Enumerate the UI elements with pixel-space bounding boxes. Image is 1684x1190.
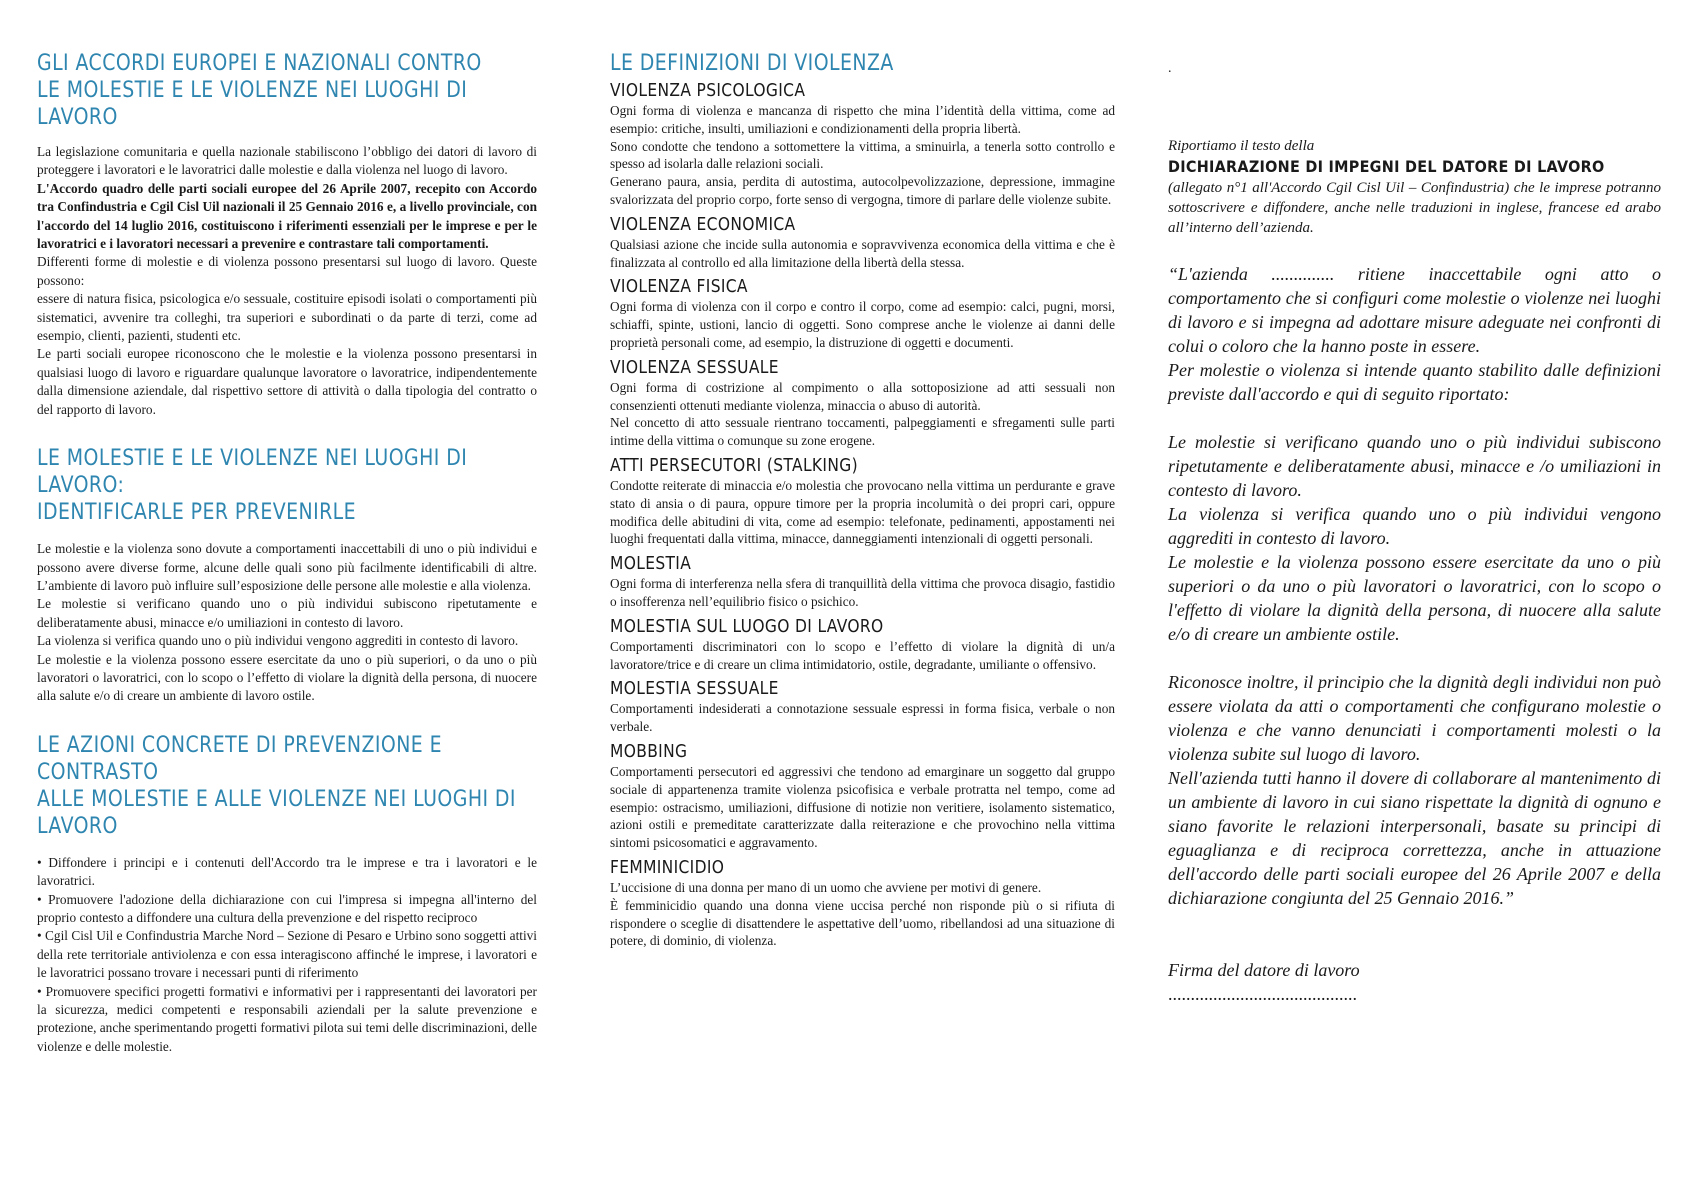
- definition-term: FEMMINICIDIO: [610, 856, 725, 878]
- dot-mark: .: [1168, 61, 1172, 76]
- definition-item: [610, 742, 1115, 852]
- title-line-2: IDENTIFICARLE PER PREVENIRLE: [37, 500, 357, 526]
- definition-term: VIOLENZA ECONOMICA: [610, 213, 796, 235]
- bullet-item: • Cgil Cisl Uil e Confindustria Marche Nord – Sezione di Pesaro e Urbino sono soggetti attivi della rete territoriale antiviolenza e con essa interagiscono affinché le imprese, i lavoratori e le lavoratrici possano trovare i necessari punti di riferimento: [37, 928, 537, 981]
- definition-term: MOBBING: [610, 740, 688, 762]
- bullet-item: • Promuovere specifici progetti formativi e informativi per i rappresentanti dei lavoratori per la sicurezza, medici competenti e responsabili aziendali per la salute prevenzione e protezione, anche sperimentando progetti formativi pilota sui temi delle discriminazioni, delle violenze e delle molestie.: [37, 983, 537, 1054]
- signature-line: ..........................................: [1168, 984, 1357, 1004]
- bullet-item: • Diffondere i principi e i contenuti dell'Accordo tra le imprese e tra i lavoratori e le lavoratrici.: [37, 854, 537, 889]
- quote-paragraph: Le molestie e la violenza possono essere esercitate da uno o più superiori o da uno o più lavoratori o lavoratrici, con lo scopo o l'effetto di violare la dignità della persona, di nuocere alla salute e/o di creare un ambiente ostile.: [1168, 552, 1661, 644]
- section-title: [37, 50, 536, 131]
- paragraph: Differenti forme di molestie e di violenza possono presentarsi sul luogo di lavoro. Queste possono:: [37, 254, 537, 288]
- title-line-2: LE MOLESTIE E LE VIOLENZE NEI LUOGHI DI LAVORO: [37, 78, 468, 130]
- definition-term: MOLESTIA SUL LUOGO DI LAVORO: [610, 615, 884, 637]
- quote-paragraph: Nell'azienda tutti hanno il dovere di collaborare al mantenimento di un ambiente di lavoro in cui siano rispettate la dignità di ognuno e siano favorite le relazioni interpersonali, basate su principi di eguaglianza e di reciproca correttezza, anche in attuazione dell'accordo delle parti sociali europee del 26 Aprile 2007 e della dichiarazione congiunta del 25 Gennaio 2016.”: [1168, 768, 1661, 908]
- definition-text: Qualsiasi azione che incide sulla autonomia e sopravvivenza economica della vittima e che è finalizzata al controllo ed alla limitazione della libertà della stessa.: [610, 236, 1115, 270]
- declaration-column: [1168, 62, 1661, 1006]
- quote-paragraph: Le molestie si verificano quando uno o più individui subiscono ripetutamente e deliberatamente abusi, minacce e /o umiliazioni in contesto di lavoro.: [1168, 432, 1661, 500]
- section-accordi: [37, 50, 537, 419]
- quote-paragraph: Per molestie o violenza si intende quanto stabilito dalle definizioni previste dall'accordo e qui di seguito riportato:: [1168, 360, 1661, 404]
- definition-item: [610, 554, 1115, 611]
- title-line-1: LE MOLESTIE E LE VIOLENZE NEI LUOGHI DI LAVORO:: [37, 446, 468, 499]
- spacer: [1168, 910, 1661, 958]
- definition-item: [610, 858, 1115, 950]
- section-azioni: [37, 732, 537, 1056]
- definition-text: L’uccisione di una donna per mano di un uomo che avviene per motivi di genere. È femminicidio quando una donna viene uccisa perché non risponde più o si rifiuta di rispondere o sceglie di disattendere le aspettative dell’uomo, ribellandosi ad una situazione di potere, di dominio, di violenza.: [610, 879, 1115, 949]
- paragraph: essere di natura fisica, psicologica e/o sessuale, costituire episodi isolati o comportamenti più sistematici, avvenire tra colleghi, tra superiori e subordinati o da parte di terzi, come ad esempio, clienti, pazienti, studenti etc.: [37, 291, 537, 344]
- definition-text: Ogni forma di costrizione al compimento o alla sottoposizione ad atti sessuali non consenzienti ottenuti mediante violenza, minaccia o abuso di autorità. Nel concetto di atto sessuale rientrano toccamenti, palpeggiamenti e sfregamenti sulle parti intime della vittima o comunque su zone erogene.: [610, 379, 1115, 449]
- definition-term: MOLESTIA: [610, 553, 692, 575]
- definition-item: [610, 679, 1115, 736]
- paragraph: Le parti sociali europee riconoscono che le molestie e la violenza possono presentarsi in qualsiasi luogo di lavoro e riguardare qualunque lavoratore o lavoratrice, indipendentemente dalla dimensione aziendale, dal rispettivo settore di attività o dalla tipologia del contratto o del rapporto di lavoro.: [37, 346, 537, 417]
- definition-term: VIOLENZA SESSUALE: [610, 356, 779, 378]
- quote-paragraph: “L'azienda .............. ritiene inaccettabile ogni atto o comportamento che si configuri come molestie o violenze nei luoghi di lavoro e si impegna ad adottare misure adeguate nei confronti di colui o coloro che la hanno poste in essere.: [1168, 264, 1661, 356]
- definition-item: [610, 215, 1115, 272]
- definition-item: [610, 358, 1115, 450]
- definition-text: Condotte reiterate di minaccia e/o molestia che provocano nella vittima un perdurante e grave stato di ansia o di paura, oppure timore per la propria incolumità o dei propri cari, oppure modifica delle abitudini di vita, come ad esempio: telefonate, pedinamenti, appostamenti nei luoghi frequentati dalla vittima, minacce, danneggiamenti intenzionali di oggetti personali.: [610, 477, 1115, 547]
- definition-text: Comportamenti indesiderati a connotazione sessuale espressi in forma fisica, verbale o non verbale.: [610, 701, 1115, 735]
- paragraph: Le molestie e la violenza sono dovute a comportamenti inaccettabili di uno o più individui e possono avere diverse forme, alcune delle quali sono più facilmente identificabili di altre. L’ambiente di lavoro può influire sull’esposizione delle persone alle molestie e alla violenza.: [37, 541, 537, 593]
- definition-term: VIOLENZA FISICA: [610, 276, 748, 298]
- definition-term: ATTI PERSECUTORI (STALKING): [610, 454, 858, 476]
- title-line-2: ALLE MOLESTIE E ALLE VIOLENZE NEI LUOGHI DI LAVORO: [37, 786, 516, 839]
- definition-item: [610, 81, 1115, 209]
- paragraph: La legislazione comunitaria e quella nazionale stabiliscono l’obbligo dei datori di lavoro di proteggere i lavoratori e le lavoratrici dalle molestie e dalla violenza nel luogo di lavoro.: [37, 144, 537, 178]
- bullet-item: • Promuovere l'adozione della dichiarazione con cui l'impresa si impegna all'interno del proprio contesto a diffondere una cultura della prevenzione e del rispetto reciproco: [37, 891, 537, 925]
- intro-text-2: (allegato n°1 all'Accordo Cgil Cisl Uil – Confindustria) che le imprese potranno sottoscrivere e diffondere, anche nelle traduzioni in inglese, francese ed arabo all’interno dell’azienda.: [1168, 180, 1661, 236]
- definition-term: VIOLENZA PSICOLOGICA: [610, 80, 806, 101]
- title-line-1: GLI ACCORDI EUROPEI E NAZIONALI CONTRO: [37, 51, 482, 76]
- definition-item: [610, 456, 1115, 548]
- left-column: [37, 50, 537, 1082]
- spacer: [1168, 238, 1661, 262]
- definitions-title: LE DEFINIZIONI DI VIOLENZA: [610, 51, 894, 76]
- section-title: [37, 445, 536, 526]
- paragraph: La violenza si verifica quando uno o più individui vengono aggrediti in contesto di lavoro.: [37, 633, 519, 649]
- definition-text: Ogni forma di interferenza nella sfera di tranquillità della vittima che provoca disagio, fastidio o insofferenza nell’equilibrio fisico o psichico.: [610, 576, 1115, 609]
- spacer: [1168, 646, 1661, 670]
- definitions-column: [610, 50, 1115, 956]
- definition-item: [610, 277, 1115, 351]
- quote-paragraph: Riconosce inoltre, il principio che la dignità degli individui non può essere violata da atti o comportamenti che configurano molestie o violenza e che vanno denunciati i comportamenti molesti o la violenza subite sul luogo di lavoro.: [1168, 672, 1661, 764]
- paragraph: Le molestie si verificano quando uno o più individui subiscono ripetutamente e deliberatamente abusi, minacce e/o umiliazioni in contesto di lavoro.: [37, 596, 537, 630]
- intro-text: Riportiamo il testo della: [1168, 138, 1315, 154]
- section-title: [37, 732, 536, 840]
- definition-text: Ogni forma di violenza con il corpo e contro il corpo, come ad esempio: calci, pugni, morsi, schiaffi, spinte, ustioni, lancio di oggetti. Sono comprese anche le violenze ai danni delle proprietà personali come, ad esempio, la distruzione di oggetti e documenti.: [610, 299, 1115, 350]
- paragraph: Le molestie e la violenza possono essere esercitate da uno o più superiori, o da uno o più lavoratori o lavoratrici, con lo scopo o l’effetto di violare la dignità della persona, di nuocere alla salute e/o di creare un ambiente di lavoro ostile.: [37, 651, 537, 704]
- section-identificarle: [37, 445, 537, 706]
- quote-paragraph: La violenza si verifica quando uno o più individui vengono aggrediti in contesto di lavoro.: [1168, 504, 1661, 548]
- title-line-1: LE AZIONI CONCRETE DI PREVENZIONE E CONTRASTO: [37, 732, 443, 785]
- definition-term: MOLESTIA SESSUALE: [610, 678, 779, 700]
- definition-text: Ogni forma di violenza e mancanza di rispetto che mina l’identità della vittima, come ad esempio: critiche, insulti, umiliazioni e condizionamenti della propria libertà. Sono condotte che tendono a sottomettere la vittima, a sminuirla, a tenerla sotto controllo e spesso ad isolarla dalle relazioni sociali. Generano paura, ansia, perdita di autostima, autocolpevolizzazione, depressione, immagine svalorizzata del proprio corpo, forte senso di vergogna, timore di parlare delle violenze subite.: [610, 103, 1115, 207]
- spacer: [1168, 406, 1661, 430]
- declaration-title: DICHIARAZIONE DI IMPEGNI DEL DATORE DI LAVORO: [1168, 157, 1605, 176]
- definition-text: Comportamenti persecutori ed aggressivi che tendono ad emarginare un soggetto dal gruppo sociale di appartenenza tramite violenza psicofisica e verbale protratta nel tempo, come ad esempio: ostracismo, umiliazioni, diffusione di notizie non veritiere, isolamento sistematico, azioni ostili e premeditate caratterizzate dalla reiterazione e che provochino nella vittima sintomi psicosomatici e aggravamento.: [610, 763, 1115, 851]
- definition-text: Comportamenti discriminatori con lo scopo e l’effetto di violare la dignità di un/a lavoratore/trice e di creare un clima intimidatorio, ostile, degradante, umiliante o offensivo.: [610, 638, 1115, 672]
- paragraph-bold: L'Accordo quadro delle parti sociali europee del 26 Aprile 2007, recepito con Accordo tra Confindustria e Cgil Cisl Uil nazionali il 25 Gennaio 2016 e, a livello provinciale, con l'accordo del 14 luglio 2016, costituiscono i riferimenti essenziali per le imprese e per le lavoratrici e i lavoratori necessari a prevenire e contrastare tali comportamenti.: [37, 180, 537, 252]
- definitions-list: [610, 81, 1115, 950]
- definition-item: [610, 617, 1115, 674]
- signature-label: Firma del datore di lavoro: [1168, 960, 1360, 980]
